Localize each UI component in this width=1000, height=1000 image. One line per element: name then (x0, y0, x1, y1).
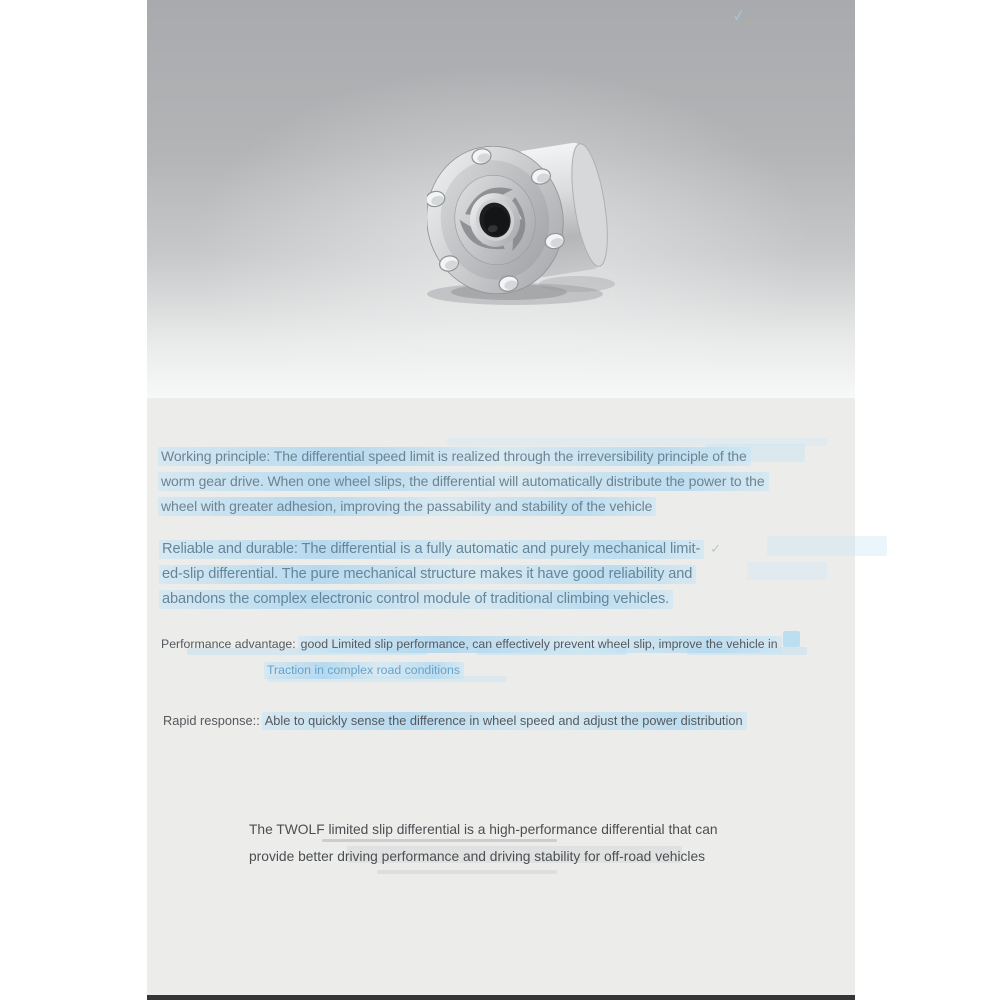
highlighted-text: Working principle: The differential speed limit is realized through the irreversibility principle of the (158, 447, 751, 466)
text-line (158, 469, 769, 494)
check-icon: ✓ (730, 5, 748, 26)
text-line (158, 631, 782, 657)
label-text: Rapid response:: (163, 713, 260, 728)
highlighted-text: worm gear drive. When one wheel slips, the differential will automatically distribute the power to the (158, 472, 769, 491)
highlighted-text: wheel with greater adhesion, improving the passability and stability of the vehicle (158, 497, 656, 516)
text-line (158, 494, 769, 519)
highlight-artifact (747, 562, 827, 580)
performance-advantage-paragraph (158, 631, 782, 683)
text-line (158, 444, 769, 469)
working-principle-paragraph (158, 444, 769, 520)
highlighted-text: ed-slip differential. The pure mechanical structure makes it have good reliability and (159, 565, 696, 584)
text-line (159, 536, 721, 562)
highlighted-text: abandons the complex electronic control module of traditional climbing vehicles. (159, 590, 673, 609)
highlight-artifact (767, 536, 887, 556)
content-column (147, 0, 855, 1000)
bottom-divider-bar (147, 995, 855, 1000)
summary-paragraph (246, 816, 718, 870)
reliable-durable-paragraph (159, 536, 721, 613)
highlighted-text: Traction in complex road conditions (264, 662, 464, 679)
highlight-artifact (783, 631, 800, 647)
text-line (264, 657, 782, 683)
differential-3d-render (427, 126, 627, 310)
product-image (147, 0, 855, 398)
text-line: The TWOLF limited slip differential is a high-performance differential that can (249, 822, 718, 837)
highlighted-text: Reliable and durable: The differential is a fully automatic and purely mechanical limit- (159, 540, 704, 559)
highlighted-text: good Limited slip performance, can effectively prevent wheel slip, improve the vehicle in (298, 636, 782, 653)
text-line (159, 562, 721, 587)
highlight-artifact (377, 870, 557, 874)
highlighted-text: Able to quickly sense the difference in wheel speed and adjust the power distribution (262, 712, 747, 730)
label-text: Performance advantage: (161, 637, 296, 651)
text-line: provide better driving performance and driving stability for off-road vehicles (249, 849, 706, 864)
rapid-response-paragraph (160, 708, 747, 733)
text-line (160, 708, 747, 733)
text-line (159, 587, 721, 612)
check-icon: ✓ (710, 541, 722, 556)
